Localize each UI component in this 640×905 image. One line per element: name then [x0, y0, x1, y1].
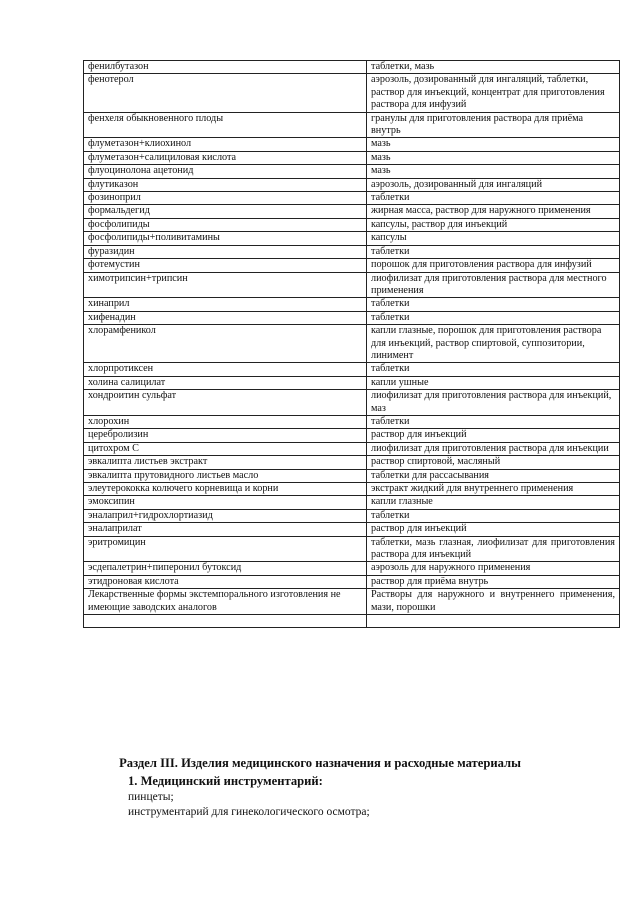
- drug-name-cell: эналаприлат: [84, 523, 367, 536]
- table-row: [84, 138, 620, 151]
- dosage-form-cell: [367, 615, 620, 628]
- table-row: [84, 205, 620, 218]
- drug-name-cell: фотемустин: [84, 259, 367, 272]
- table-row: [84, 483, 620, 496]
- table-row: [84, 562, 620, 575]
- dosage-form-cell: аэрозоль, дозированный для ингаляций, таблетки, раствор для инъекций, концентрат для приготовления раствора для инфузий: [367, 74, 620, 112]
- table-row: [84, 178, 620, 191]
- table-row: [84, 615, 620, 628]
- list-item-tweezers: пинцеты;: [128, 791, 174, 803]
- dosage-form-cell: мазь: [367, 165, 620, 178]
- drug-name-cell: эналаприл+гидрохлортиазид: [84, 509, 367, 522]
- dosage-form-cell: капли глазные, порошок для приготовления раствора для инъекций, раствор спиртовой, суппозитории, линимент: [367, 325, 620, 363]
- table-row: [84, 325, 620, 363]
- dosage-form-cell: таблетки: [367, 245, 620, 258]
- table-row: [84, 509, 620, 522]
- drug-name-cell: хлорамфеникол: [84, 325, 367, 363]
- dosage-form-cell: лиофилизат для приготовления раствора для инъекций, маз: [367, 390, 620, 416]
- drug-name-cell: фуразидин: [84, 245, 367, 258]
- dosage-form-cell: лиофилизат для приготовления раствора для местного применения: [367, 272, 620, 298]
- table-row: [84, 456, 620, 469]
- table-row: [84, 245, 620, 258]
- drug-name-cell: флуметазон+клиохинол: [84, 138, 367, 151]
- dosage-form-cell: таблетки, мазь: [367, 61, 620, 74]
- table-row: [84, 415, 620, 428]
- table-row: [84, 61, 620, 74]
- drug-name-cell: эвкалипта прутовидного листьев масло: [84, 469, 367, 482]
- drug-name-cell: химотрипсин+трипсин: [84, 272, 367, 298]
- dosage-form-cell: капсулы, раствор для инъекций: [367, 218, 620, 231]
- dosage-form-cell: таблетки для рассасывания: [367, 469, 620, 482]
- table-row: [84, 112, 620, 138]
- table-row: [84, 429, 620, 442]
- dosage-form-cell: Растворы для наружного и внутреннего применения, мази, порошки: [367, 589, 620, 615]
- dosage-form-cell: капли глазные: [367, 496, 620, 509]
- drug-name-cell: цитохром С: [84, 442, 367, 455]
- dosage-form-cell: таблетки: [367, 415, 620, 428]
- drug-name-cell: эсдепалетрин+пиперонил бутоксид: [84, 562, 367, 575]
- dosage-form-cell: капли ушные: [367, 376, 620, 389]
- table-row: [84, 232, 620, 245]
- table-row: [84, 363, 620, 376]
- dosage-form-cell: таблетки, мазь глазная, лиофилизат для приготовления раствора для инъекций: [367, 536, 620, 562]
- drug-name-cell: фенилбутазон: [84, 61, 367, 74]
- dosage-form-cell: раствор спиртовой, масляный: [367, 456, 620, 469]
- dosage-form-cell: таблетки: [367, 298, 620, 311]
- table-row: [84, 589, 620, 615]
- table-row: [84, 74, 620, 112]
- dosage-form-cell: экстракт жидкий для внутреннего применения: [367, 483, 620, 496]
- dosage-form-cell: порошок для приготовления раствора для инфузий: [367, 259, 620, 272]
- dosage-form-cell: лиофилизат для приготовления раствора для инъекции: [367, 442, 620, 455]
- drug-name-cell: эвкалипта листьев экстракт: [84, 456, 367, 469]
- drug-name-cell: этидроновая кислота: [84, 575, 367, 588]
- dosage-form-cell: аэрозоль, дозированный для ингаляций: [367, 178, 620, 191]
- drug-name-cell: элеутерококка колючего корневища и корни: [84, 483, 367, 496]
- table-row: [84, 442, 620, 455]
- drug-name-cell: хифенадин: [84, 311, 367, 324]
- drug-name-cell: хлорохин: [84, 415, 367, 428]
- subsection-title: 1. Медицинский инструментарий:: [128, 774, 323, 788]
- dosage-form-cell: раствор для инъекций: [367, 429, 620, 442]
- table-body: [84, 61, 620, 628]
- drug-name-cell: фенотерол: [84, 74, 367, 112]
- dosage-form-cell: мазь: [367, 138, 620, 151]
- drug-name-cell: эмоксипин: [84, 496, 367, 509]
- drug-name-cell: флуметазон+салициловая кислота: [84, 151, 367, 164]
- drug-name-cell: формальдегид: [84, 205, 367, 218]
- dosage-form-cell: таблетки: [367, 363, 620, 376]
- dosage-form-cell: таблетки: [367, 509, 620, 522]
- drug-name-cell: фосфолипиды: [84, 218, 367, 231]
- section-title: Раздел III. Изделия медицинского назначения и расходные материалы: [119, 756, 521, 770]
- dosage-form-cell: жирная масса, раствор для наружного применения: [367, 205, 620, 218]
- drug-name-cell: хлорпротиксен: [84, 363, 367, 376]
- drug-forms-table: [83, 60, 620, 628]
- table-row: [84, 496, 620, 509]
- table-row: [84, 151, 620, 164]
- drug-name-cell: флутиказон: [84, 178, 367, 191]
- table-row: [84, 523, 620, 536]
- drug-name-cell: церебролизин: [84, 429, 367, 442]
- drug-name-cell: [84, 615, 367, 628]
- drug-name-cell: холина салицилат: [84, 376, 367, 389]
- dosage-form-cell: аэрозоль для наружного применения: [367, 562, 620, 575]
- drug-name-cell: хондроитин сульфат: [84, 390, 367, 416]
- table-row: [84, 165, 620, 178]
- table-row: [84, 259, 620, 272]
- dosage-form-cell: мазь: [367, 151, 620, 164]
- list-item-gyn-instruments: инструментарий для гинекологического осмотра;: [128, 806, 370, 818]
- dosage-form-cell: таблетки: [367, 311, 620, 324]
- dosage-form-cell: гранулы для приготовления раствора для приёма внутрь: [367, 112, 620, 138]
- dosage-form-cell: раствор для инъекций: [367, 523, 620, 536]
- drug-name-cell: Лекарственные формы экстемпорального изготовления не имеющие заводских аналогов: [84, 589, 367, 615]
- dosage-form-cell: таблетки: [367, 192, 620, 205]
- drug-name-cell: фозиноприл: [84, 192, 367, 205]
- table-row: [84, 298, 620, 311]
- table-row: [84, 376, 620, 389]
- drug-name-cell: хинаприл: [84, 298, 367, 311]
- table-row: [84, 575, 620, 588]
- table-row: [84, 536, 620, 562]
- drug-name-cell: эритромицин: [84, 536, 367, 562]
- table-row: [84, 192, 620, 205]
- table-row: [84, 390, 620, 416]
- table-row: [84, 469, 620, 482]
- dosage-form-cell: капсулы: [367, 232, 620, 245]
- dosage-form-cell: раствор для приёма внутрь: [367, 575, 620, 588]
- drug-name-cell: флуоцинолона ацетонид: [84, 165, 367, 178]
- table-row: [84, 218, 620, 231]
- table-row: [84, 311, 620, 324]
- drug-name-cell: фенхеля обыкновенного плоды: [84, 112, 367, 138]
- table-row: [84, 272, 620, 298]
- drug-name-cell: фосфолипиды+поливитамины: [84, 232, 367, 245]
